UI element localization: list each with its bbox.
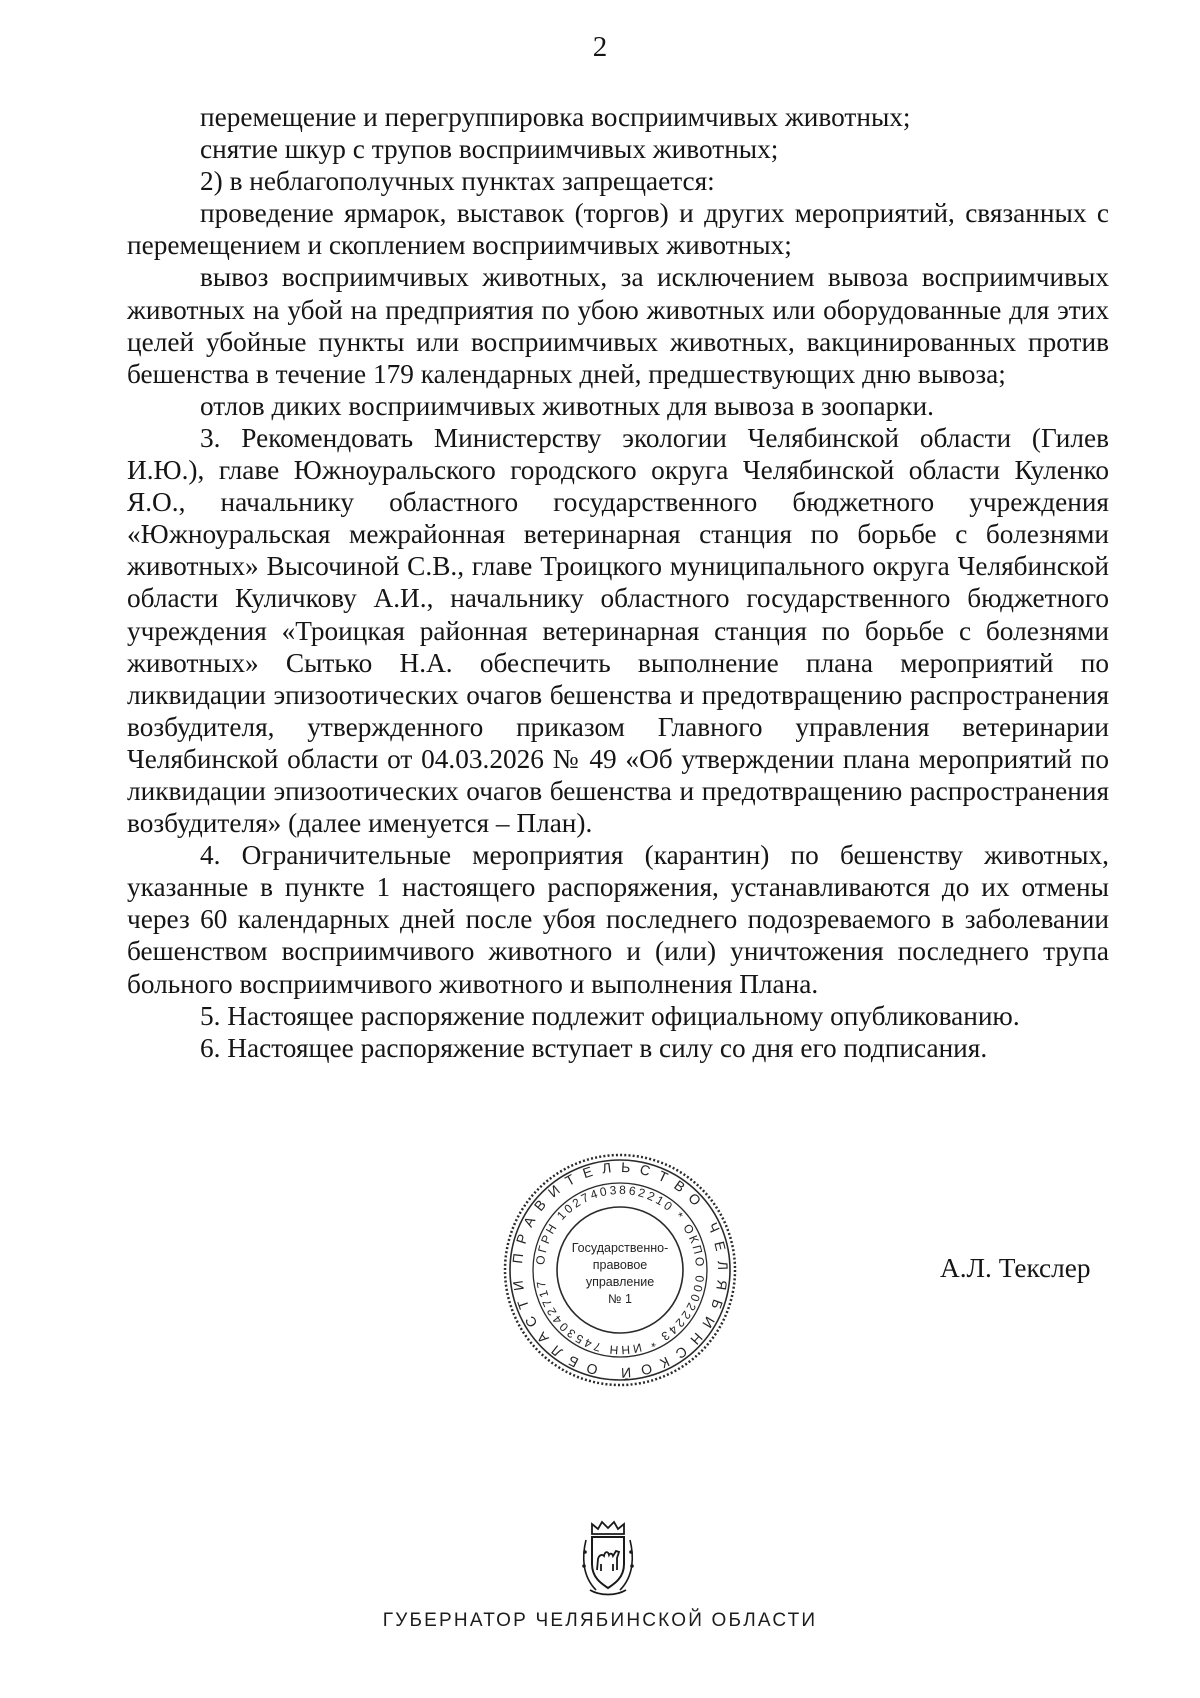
- paragraph: 2) в неблагополучных пунктах запрещается:: [200, 166, 715, 197]
- paragraph: перемещение и перегруппировка восприимчивых животных;: [200, 102, 911, 132]
- seal-center-line: Государственно-: [571, 1241, 669, 1255]
- paragraph: проведение ярмарок, выставок (торгов) и других мероприятий, связанных с перемещением и скоплением восприимчивых животных;: [127, 198, 1109, 261]
- paragraph: отлов диких восприимчивых животных для вывоза в зоопарки.: [200, 390, 934, 421]
- paragraph: 3. Рекомендовать Министерству экологии Челябинской области (Гилев И.Ю.), главе Южноуральского городского округа Челябинской области Куленко Я.О., начальнику областного государственного бюджетного учреждения «Южноуральская межрайонная ветеринарная станция по борьбе с болезнями животных» Высочиной С.В., главе Троицкого муниципального округа Челябинской области Куличкову А.И., начальнику областного государственного бюджетного учреждения «Троицкая районная ветеринарная станция по борьбе с болезнями животных» Сытько Н.А. обеспечить выполнение плана мероприятий по ликвидации эпизоотических очагов бешенства и предотвращению распространения возбудителя, утвержденного приказом Главного управления ветеринарии Челябинской области от 04.03.2026 № 49 «Об утверждении плана мероприятий по ликвидации эпизоотических очагов бешенства и предотвращению распространения возбудителя» (далее именуется – План).: [127, 422, 1109, 839]
- seal-inner-text: ОГРН 1027403862210 * ОКПО 00022243 * ИНН 7453042717: [533, 1182, 708, 1358]
- seal-outer-text: ПРАВИТЕЛЬСТВО ЧЕЛЯБИНСКОЙ ОБЛАСТИ: [509, 1158, 732, 1382]
- footer-caption: ГУБЕРНАТОР ЧЕЛЯБИНСКОЙ ОБЛАСТИ: [382, 1610, 818, 1631]
- paragraph: 5. Настоящее распоряжение подлежит официальному опубликованию.: [200, 1000, 1020, 1031]
- paragraph: снятие шкур с трупов восприимчивых животных;: [200, 134, 779, 165]
- paragraph: 6. Настоящее распоряжение вступает в силу со дня его подписания.: [200, 1032, 988, 1063]
- page-number: 2: [592, 31, 608, 63]
- seal-center-line: правовое: [592, 1258, 648, 1272]
- document-body: [127, 101, 1109, 1064]
- paragraph: вывоз восприимчивых животных, за исключением вывоза восприимчивых животных на убой на предприятия по убою животных или оборудованные для этих целей убойные пункты или восприимчивых животных, вакцинированных против бешенства в течение 179 календарных дней, предшествующих дню вывоза;: [127, 262, 1109, 389]
- seal-center-line: управление: [585, 1275, 655, 1289]
- paragraph: 4. Ограничительные мероприятия (карантин) по бешенству животных, указанные в пункте 1 настоящего распоряжения, устанавливаются до их отмены через 60 календарных дней после убоя последнего подозреваемого в заболевании бешенством восприимчивого животного и (или) уничтожения последнего трупа больного восприимчивого животного и выполнения Плана.: [127, 840, 1109, 999]
- seal-center-line: № 1: [608, 1292, 632, 1306]
- coat-of-arms-icon: [580, 1520, 636, 1598]
- official-seal: [500, 1150, 740, 1390]
- signatory-name: А.Л. Текслер: [940, 1253, 1091, 1283]
